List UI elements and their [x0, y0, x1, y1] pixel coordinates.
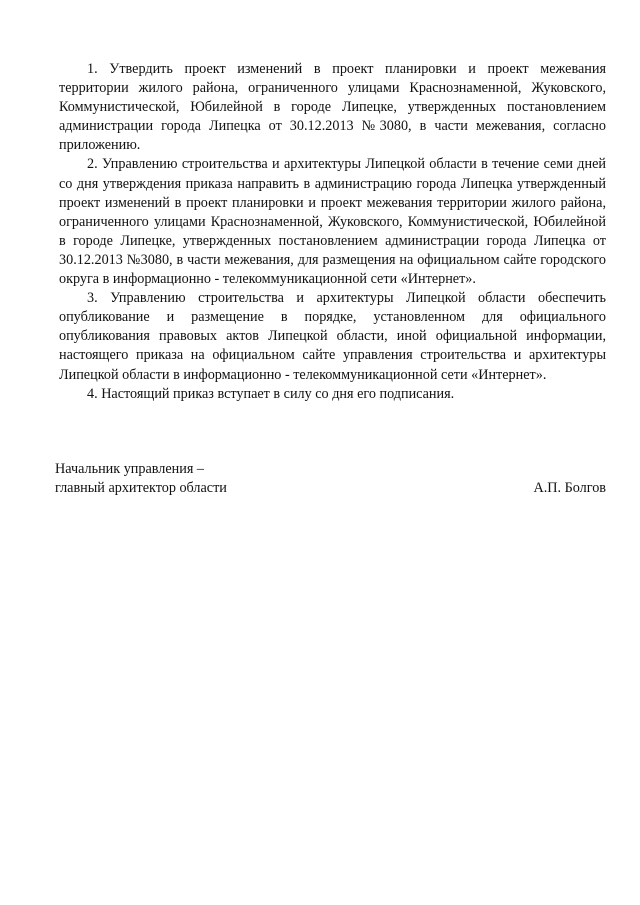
signature-line: [55, 479, 606, 498]
paragraph-2: 2. Управлению строительства и архитектуры Липецкой области в течение семи дней со дня утверждения приказа направить в администрацию города Липецка утвержденный проект изменений в проект планировки и проект межевания территории жилого района, ограниченного улицами Краснознаменной, Жуковского, Коммунистической, Юбилейной в городе Липецке, утвержденных постановлением администрации города Липецка от 30.12.2013 №3080, в части межевания, для размещения на официальном сайте городского округа в информационно - телекоммуникационной сети «Интернет».: [59, 156, 606, 288]
signatory-position-line1: Начальник управления –: [55, 461, 205, 477]
signatory-position-line2: главный архитектор области: [55, 480, 227, 497]
signature-block: [55, 460, 606, 498]
paragraph-1: 1. Утвердить проект изменений в проект планировки и проект межевания территории жилого района, ограниченного улицами Краснознаменной, Жуковского, Коммунистической, Юбилейной в городе Липецке, утвержденных постановлением администрации города Липецка от 30.12.2013 №3080, в части межевания, согласно приложению.: [59, 61, 606, 154]
signatory-name: А.П. Болгов: [533, 480, 606, 497]
paragraph-4: 4. Настоящий приказ вступает в силу со дня его подписания.: [87, 385, 455, 402]
paragraph-3: 3. Управлению строительства и архитектуры Липецкой области обеспечить опубликование и размещение в порядке, установленном для официального опубликования правовых актов Липецкой области, иной официальной информации, настоящего приказа на официальном сайте управления строительства и архитектуры Липецкой области в информационно - телекоммуникационной сети «Интернет».: [59, 290, 606, 383]
document-body: [59, 60, 606, 404]
